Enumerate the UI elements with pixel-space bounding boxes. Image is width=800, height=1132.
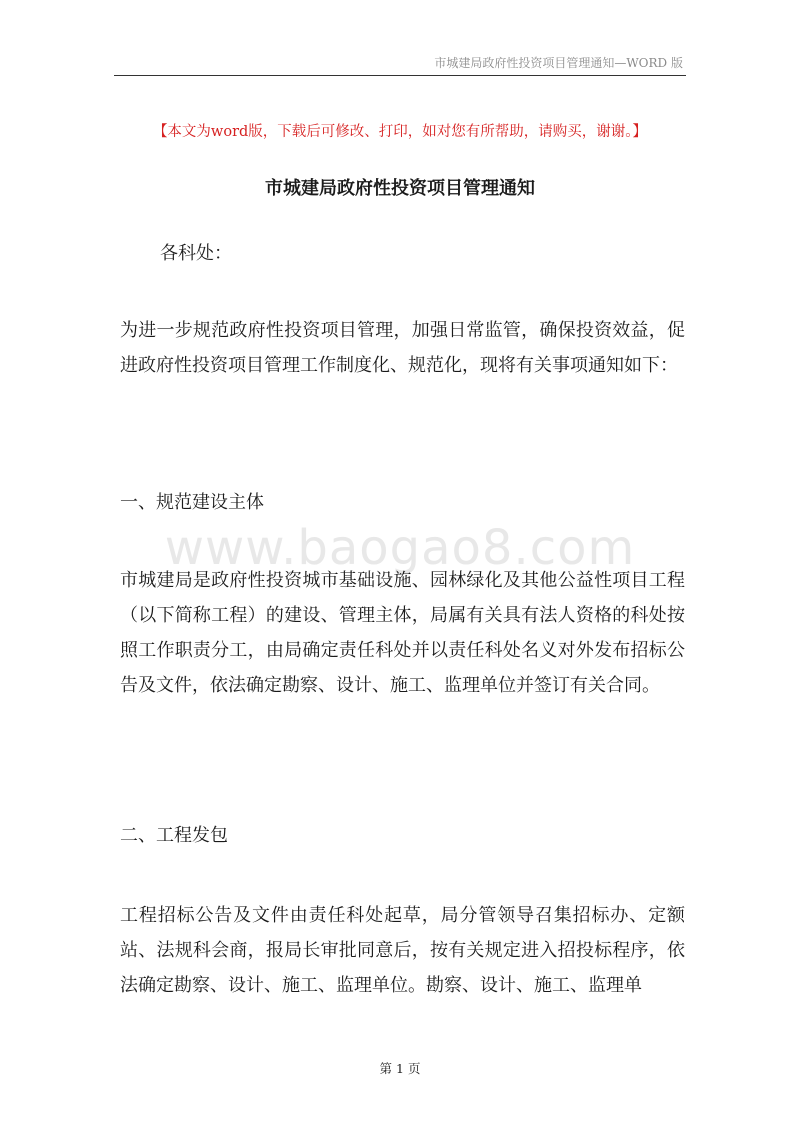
- running-header: 市城建局政府性投资项目管理通知—WORD 版: [434, 56, 683, 70]
- page-number: 第 1 页: [379, 1061, 421, 1076]
- greeting: 各科处：: [160, 243, 232, 264]
- intro-paragraph: 为进一步规范政府性投资项目管理，加强日常监管，确保投资效益，促进政府性投资项目管理工作制度化、规范化，现将有关事项通知如下：: [120, 320, 685, 376]
- header-divider: [114, 75, 686, 76]
- section-heading-2: 二、工程发包: [120, 825, 228, 846]
- document-title: 市城建局政府性投资项目管理通知: [265, 178, 535, 199]
- purchase-notice: 【本文为word版，下载后可修改、打印，如对您有所帮助，请购买，谢谢。】: [152, 124, 648, 140]
- section-heading-1: 一、规范建设主体: [120, 492, 264, 513]
- section-paragraph-1: 市城建局是政府性投资城市基础设施、园林绿化及其他公益性项目工程（以下简称工程）的建设、管理主体，局属有关具有法人资格的科处按照工作职责分工，由局确定责任科处并以责任科处名义对外发布招标公告及文件，依法确定勘察、设计、施工、监理单位并签订有关合同。: [120, 570, 685, 696]
- section-paragraph-2: 工程招标公告及文件由责任科处起草，局分管领导召集招标办、定额站、法规科会商，报局长审批同意后，按有关规定进入招投标程序，依法确定勘察、设计、施工、监理单位。勘察、设计、施工、监理单: [120, 905, 685, 996]
- watermark: www.baogao8.com: [164, 520, 636, 576]
